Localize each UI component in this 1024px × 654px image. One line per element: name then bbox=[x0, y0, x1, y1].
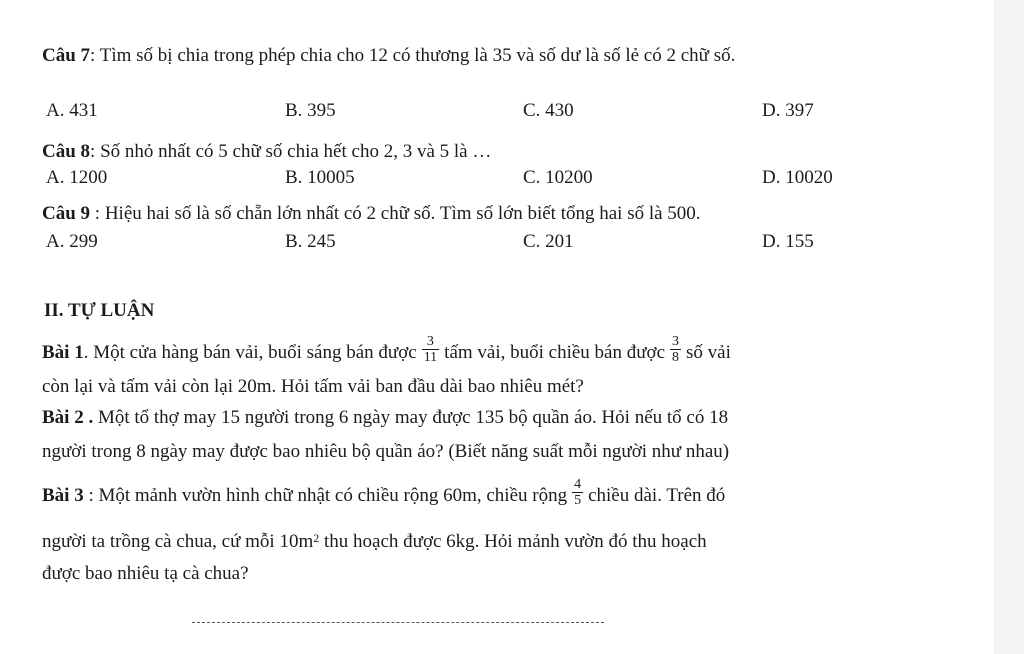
fraction-numerator: 3 bbox=[422, 334, 439, 350]
q8-option-c: C. 10200 bbox=[523, 167, 593, 188]
fraction-3-8 bbox=[670, 334, 681, 365]
question-9 bbox=[42, 202, 701, 226]
problem-3-line-2-b: thu hoạch được 6kg. Hỏi mảnh vườn đó thu hoạch bbox=[319, 531, 707, 552]
q9-option-a: A. 299 bbox=[46, 231, 98, 252]
problem-2-line-1 bbox=[42, 406, 728, 430]
problem-1-line-1 bbox=[42, 334, 731, 369]
problem-1-text-b: tấm vải, buổi chiều bán được bbox=[444, 341, 666, 363]
question-9-text: : Hiệu hai số là số chẵn lớn nhất có 2 chữ số. Tìm số lớn biết tổng hai số là 500. bbox=[90, 203, 701, 224]
q8-option-b: B. 10005 bbox=[285, 167, 355, 188]
question-8 bbox=[42, 140, 491, 164]
problem-1-label: Bài 1 bbox=[42, 341, 84, 363]
question-8-text: : Số nhỏ nhất có 5 chữ số chia hết cho 2, 3 và 5 là … bbox=[90, 141, 492, 162]
problem-3-line-2 bbox=[42, 530, 707, 554]
problem-2-label: Bài 2 . bbox=[42, 407, 94, 428]
q7-option-b: B. 395 bbox=[285, 100, 336, 121]
problem-3-text-a: : Một mảnh vườn hình chữ nhật có chiều rộng 60m, chiều rộng bbox=[83, 484, 568, 506]
fraction-denominator: 8 bbox=[672, 350, 680, 365]
fraction-numerator: 3 bbox=[672, 334, 680, 349]
fraction-denominator: 11 bbox=[423, 350, 438, 365]
problem-2-line-2: người trong 8 ngày may được bao nhiêu bộ quần áo? (Biết năng suất mỗi người như nhau) bbox=[42, 441, 730, 462]
superscript-2: 2 bbox=[313, 531, 320, 545]
viewer-margin bbox=[994, 0, 1024, 654]
fraction-numerator: 4 bbox=[574, 477, 582, 492]
q8-option-d: D. 10020 bbox=[762, 167, 833, 188]
q9-option-b: B. 245 bbox=[285, 231, 336, 252]
question-7-text: : Tìm số bị chia trong phép chia cho 12 có thương là 35 và số dư là số lẻ có 2 chữ số. bbox=[90, 45, 736, 66]
q9-option-d: D. 155 bbox=[762, 231, 814, 252]
problem-3-line-1 bbox=[42, 477, 726, 512]
q8-option-a: A. 1200 bbox=[46, 167, 108, 188]
section-title bbox=[44, 299, 154, 323]
fraction-4-5 bbox=[572, 477, 583, 508]
problem-3-line-3: được bao nhiêu tạ cà chua? bbox=[42, 563, 249, 584]
problem-3-line-2-a: người ta trồng cà chua, cứ mỗi 10m bbox=[42, 531, 314, 552]
question-7 bbox=[42, 44, 735, 68]
question-9-label: Câu 9 bbox=[42, 203, 91, 224]
problem-1-line-2: còn lại và tấm vải còn lại 20m. Hỏi tấm vải ban đầu dài bao nhiêu mét? bbox=[42, 376, 584, 397]
dashed-divider bbox=[192, 622, 604, 623]
question-7-label: Câu 7 bbox=[42, 45, 91, 66]
problem-1-text-a: . Một cửa hàng bán vải, buổi sáng bán được bbox=[83, 341, 417, 363]
fraction-denominator: 5 bbox=[574, 493, 582, 508]
problem-3-text-b: chiều dài. Trên đó bbox=[588, 484, 726, 506]
q7-option-d: D. 397 bbox=[762, 100, 814, 121]
section-title-text: II. TỰ LUẬN bbox=[44, 300, 155, 321]
q7-option-c: C. 430 bbox=[523, 100, 574, 121]
question-8-label: Câu 8 bbox=[42, 141, 91, 162]
problem-1-text-c: số vải bbox=[686, 341, 731, 363]
fraction-3-11 bbox=[422, 334, 439, 365]
q9-option-c: C. 201 bbox=[523, 231, 574, 252]
problem-3-label: Bài 3 bbox=[42, 484, 84, 506]
problem-2-text: Một tổ thợ may 15 người trong 6 ngày may được 135 bộ quần áo. Hỏi nếu tổ có 18 bbox=[93, 407, 729, 428]
q7-option-a: A. 431 bbox=[46, 100, 98, 121]
